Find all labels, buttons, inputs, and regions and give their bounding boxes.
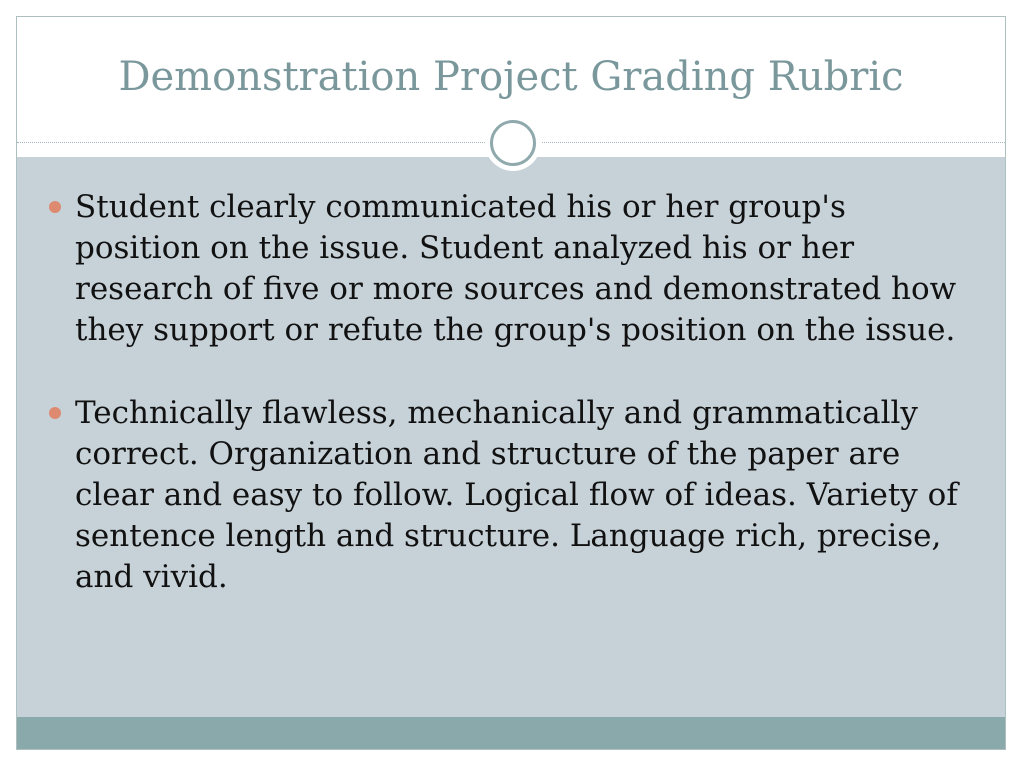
bullet-text: Student clearly communicated his or her group's position on the issue. Student analyzed his or her research of five or more sources and demonstrated how they support or refute the group's position on the issue. — [75, 189, 957, 348]
content-area — [17, 157, 1005, 717]
ring-ornament-inner — [490, 120, 536, 166]
bullet-item — [49, 393, 979, 598]
bullet-list — [49, 187, 979, 640]
circle-bullet-icon — [49, 407, 61, 419]
ring-ornament-icon — [485, 115, 541, 171]
slide — [16, 16, 1006, 750]
bullet-text: Technically flawless, mechanically and grammatically correct. Organization and structure of the paper are clear and easy to follow. Logical flow of ideas. Variety of sentence length and structure. Language rich, precise, and vivid. — [75, 395, 958, 595]
circle-bullet-icon — [49, 201, 61, 213]
bullet-item — [49, 187, 979, 351]
slide-title: Demonstration Project Grading Rubric — [118, 54, 904, 100]
footer-bar — [17, 717, 1005, 750]
